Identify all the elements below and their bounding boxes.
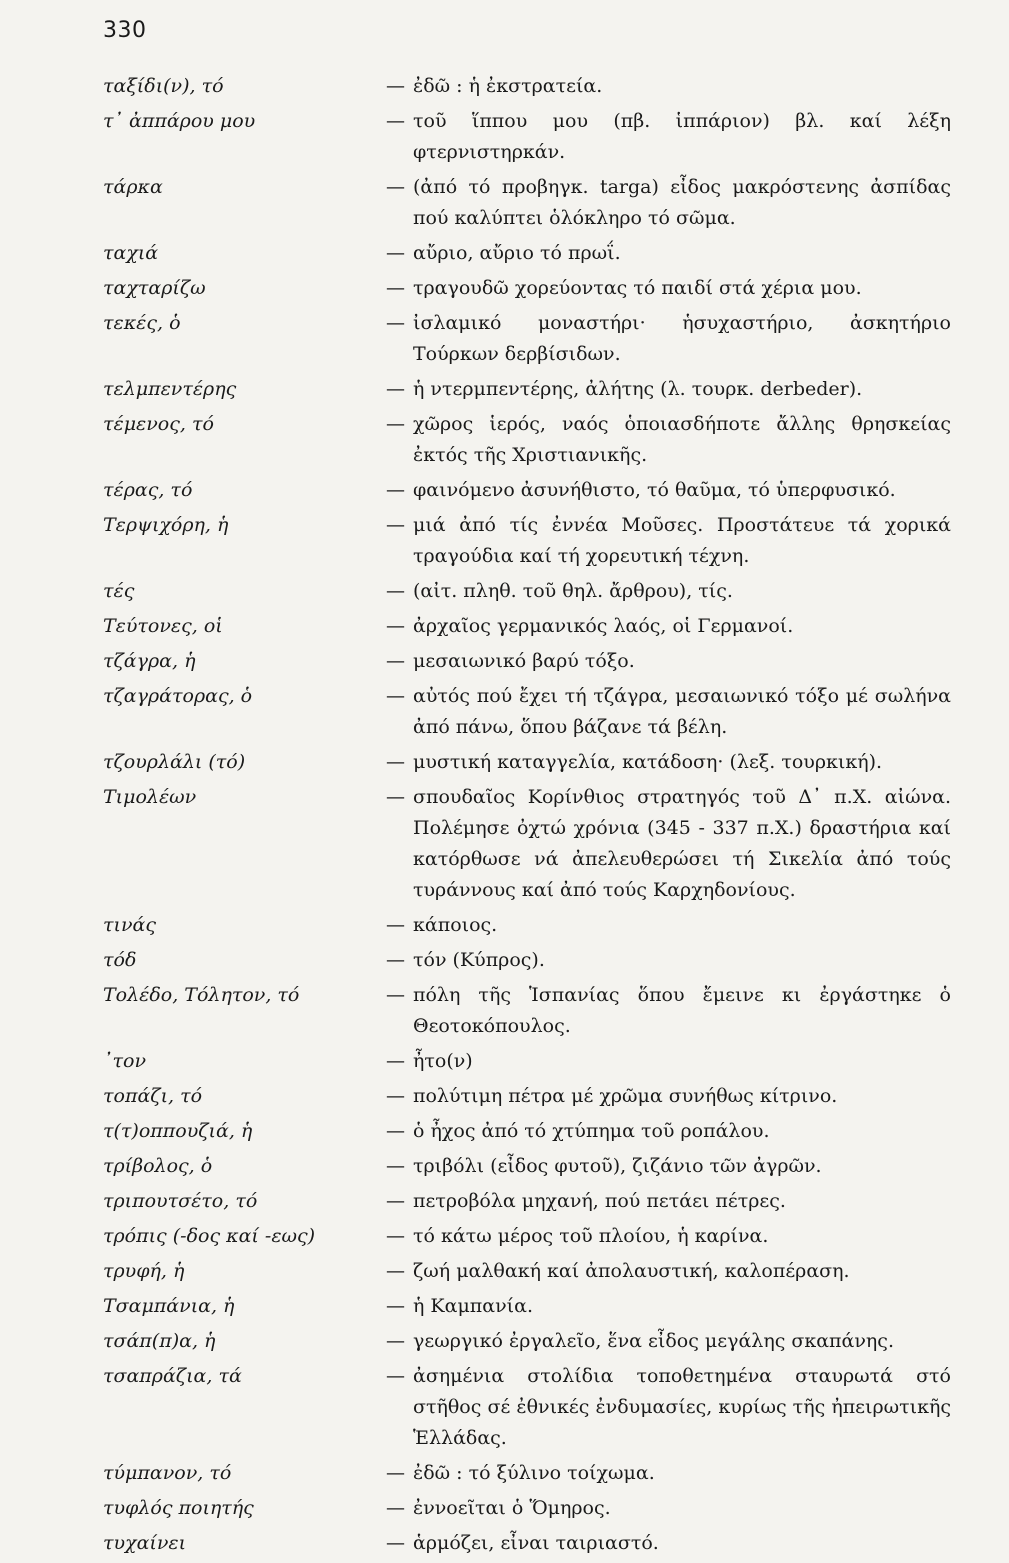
entry-term: τσάπ(π)α, ἡ <box>103 1330 216 1352</box>
entry-definition: ἦτο(ν) <box>413 1050 473 1072</box>
entry-dash: — <box>386 514 405 536</box>
entry-dash: — <box>386 914 405 936</box>
entry-definition: ἁρμόζει, εἶναι ταιριαστό. <box>413 1532 659 1554</box>
entry-dash: — <box>386 751 405 773</box>
entry-dash: — <box>386 984 405 1006</box>
glossary-entry <box>0 1046 1009 1077</box>
entry-dash: — <box>386 1225 405 1247</box>
entry-dash: — <box>386 1532 405 1554</box>
glossary-entry <box>0 308 1009 370</box>
entry-dash: — <box>386 615 405 637</box>
entry-definition: τριβόλι (εἶδος φυτοῦ), ζιζάνιο τῶν ἀγρῶν. <box>413 1155 822 1177</box>
glossary-entry <box>0 1256 1009 1287</box>
entry-term: Τιμολέων <box>103 786 197 808</box>
glossary-entry <box>0 1528 1009 1559</box>
entry-definition: τόν (Κύπρος). <box>413 949 545 971</box>
entry-dash: — <box>386 1295 405 1317</box>
entry-definition: πόλη τῆς Ἱσπανίας ὅπου ἔμεινε κι ἐργάστηκε ὁ Θεοτοκόπουλος. <box>413 984 951 1037</box>
glossary-entry <box>0 409 1009 471</box>
entry-definition: τραγουδῶ χορεύοντας τό παιδί στά χέρια μου. <box>413 277 862 299</box>
entry-dash: — <box>386 378 405 400</box>
entry-definition: τοῦ ἵππου μου (πβ. ἱππάριον) βλ. καί λέξη φτερνιστηρκάν. <box>413 110 951 163</box>
glossary-entry <box>0 980 1009 1042</box>
entry-dash: — <box>386 176 405 198</box>
entry-definition: ἀσημένια στολίδια τοποθετημένα σταυρωτά στό στῆθος σέ ἐθνικές ἐνδυμασίες, κυρίως τῆς ἠπειρωτικῆς Ἑλλάδας. <box>413 1365 951 1449</box>
entry-definition: ὁ ἦχος ἀπό τό χτύπημα τοῦ ροπάλου. <box>413 1120 770 1142</box>
glossary-entry <box>0 945 1009 976</box>
entry-dash: — <box>386 413 405 435</box>
glossary-entry <box>0 1493 1009 1524</box>
entry-definition: ἡ Καμπανία. <box>413 1295 533 1317</box>
entry-definition: πετροβόλα μηχανή, πού πετάει πέτρες. <box>413 1190 786 1212</box>
entry-dash: — <box>386 75 405 97</box>
entry-term: τρυφή, ἡ <box>103 1260 185 1282</box>
entry-term: τές <box>103 580 135 602</box>
entry-definition: ἀρχαῖος γερμανικός λαός, οἱ Γερμανοί. <box>413 615 794 637</box>
entry-term: τάρκα <box>103 176 163 198</box>
entry-term: τζουρλάλι (τό) <box>103 751 246 773</box>
entry-definition: μυστική καταγγελία, κατάδοση· (λεξ. τουρκική). <box>413 751 883 773</box>
entry-term: Τολέδο, Τόλητον, τό <box>103 984 300 1006</box>
entry-term: τριπουτσέτο, τό <box>103 1190 258 1212</box>
entry-dash: — <box>386 1497 405 1519</box>
glossary-entry <box>0 910 1009 941</box>
glossary-entry <box>0 782 1009 906</box>
entry-dash: — <box>386 1365 405 1387</box>
entry-term: τεκές, ὁ <box>103 312 181 334</box>
entry-term: τέρας, τό <box>103 479 193 501</box>
entry-dash: — <box>386 1120 405 1142</box>
glossary-entry <box>0 374 1009 405</box>
glossary-entry <box>0 1361 1009 1454</box>
entry-term: τόδ <box>103 949 137 971</box>
glossary-entry <box>0 611 1009 642</box>
entry-definition: φαινόμενο ἀσυνήθιστο, τό θαῦμα, τό ὑπερφυσικό. <box>413 479 896 501</box>
entry-term: ταχταρίζω <box>103 277 206 299</box>
entry-definition: ἐννοεῖται ὁ Ὅμηρος. <box>413 1497 611 1519</box>
entry-term: ταξίδι(ν), τό <box>103 75 224 97</box>
entry-dash: — <box>386 1330 405 1352</box>
entry-definition: χῶρος ἱερός, ναός ὁποιασδήποτε ἄλλης θρησκείας ἐκτός τῆς Χριστιανικῆς. <box>413 413 951 466</box>
glossary-entry <box>0 1081 1009 1112</box>
glossary-entry <box>0 238 1009 269</box>
entry-dash: — <box>386 786 405 808</box>
glossary-entry <box>0 1186 1009 1217</box>
entry-dash: — <box>386 580 405 602</box>
entry-definition: μιά ἀπό τίς ἐννέα Μοῦσες. Προστάτευε τά χορικά τραγούδια καί τή χορευτική τέχνη. <box>413 514 951 567</box>
entry-dash: — <box>386 312 405 334</box>
entry-definition: αὐτός πού ἔχει τή τζάγρα, μεσαιωνικό τόξο μέ σωλήνα ἀπό πάνω, ὅπου βάζανε τά βέλη. <box>413 685 951 738</box>
entry-dash: — <box>386 1050 405 1072</box>
entry-dash: — <box>386 685 405 707</box>
entry-definition: γεωργικό ἐργαλεῖο, ἕνα εἶδος μεγάλης σκαπάνης. <box>413 1330 894 1352</box>
entry-term: τελμπεντέρης <box>103 378 237 400</box>
entry-definition: (ἀπό τό προβηγκ. targa) εἶδος μακρόστενης ἀσπίδας πού καλύπτει ὁλόκληρο τό σῶμα. <box>413 176 951 229</box>
entry-dash: — <box>386 949 405 971</box>
glossary-entry <box>0 510 1009 572</box>
entry-term: τζάγρα, ἡ <box>103 650 196 672</box>
entry-definition: ζωή μαλθακή καί ἀπολαυστική, καλοπέραση. <box>413 1260 850 1282</box>
entry-term: τ᾽ ἀππάρου μου <box>103 110 256 132</box>
entry-dash: — <box>386 479 405 501</box>
entry-term: τρόπις (-δος καί -εως) <box>103 1225 316 1247</box>
entry-term: τυφλός ποιητής <box>103 1497 254 1519</box>
entry-term: τινάς <box>103 914 156 936</box>
entry-term: ταχιά <box>103 242 159 264</box>
entry-definition: ἐδῶ : τό ξύλινο τοίχωμα. <box>413 1462 655 1484</box>
entry-term: Τσαμπάνια, ἡ <box>103 1295 235 1317</box>
entry-definition: ἡ ντερμπεντέρης, ἀλήτης (λ. τουρκ. derbeder). <box>413 378 863 400</box>
entry-definition: ἰσλαμικό μοναστήρι· ἡσυχαστήριο, ἀσκητήριο Τούρκων δερβίσιδων. <box>413 312 951 365</box>
glossary-entry <box>0 681 1009 743</box>
glossary-entry <box>0 1291 1009 1322</box>
entry-dash: — <box>386 1260 405 1282</box>
glossary-entry <box>0 273 1009 304</box>
entry-definition: αὔριο, αὔριο τό πρωΐ. <box>413 242 621 264</box>
entry-definition: τό κάτω μέρος τοῦ πλοίου, ἡ καρίνα. <box>413 1225 769 1247</box>
glossary-entry <box>0 106 1009 168</box>
glossary-entry <box>0 747 1009 778</box>
entry-definition: σπουδαῖος Κορίνθιος στρατηγός τοῦ Δ᾽ π.Χ. αἰώνα. Πολέμησε ὀχτώ χρόνια (345 - 337 π.Χ.) δραστήρια καί κατόρθωσε νά ἀπελευθερώσει τή Σικελία ἀπό τούς τυράννους καί ἀπό τούς Καρχηδονίους. <box>413 786 951 901</box>
entry-dash: — <box>386 1190 405 1212</box>
glossary-entry <box>0 646 1009 677</box>
entry-definition: κάποιος. <box>413 914 498 936</box>
entry-definition: (αἰτ. πληθ. τοῦ θηλ. ἄρθρου), τίς. <box>413 580 733 602</box>
glossary-entry <box>0 71 1009 102</box>
glossary-entry <box>0 1116 1009 1147</box>
entry-definition: μεσαιωνικό βαρύ τόξο. <box>413 650 635 672</box>
glossary-entry <box>0 1151 1009 1182</box>
entry-term: Τερψιχόρη, ἡ <box>103 514 229 536</box>
entry-term: ᾽τον <box>103 1050 147 1072</box>
entry-dash: — <box>386 110 405 132</box>
entry-term: τύμπανον, τό <box>103 1462 232 1484</box>
glossary-entry <box>0 1221 1009 1252</box>
entry-term: Τεύτονες, οἱ <box>103 615 223 637</box>
entry-term: τ(τ)οππουζιά, ἡ <box>103 1120 253 1142</box>
entry-dash: — <box>386 1462 405 1484</box>
glossary-entry <box>0 1458 1009 1489</box>
page-number: 330 <box>103 18 147 43</box>
entry-term: τυχαίνει <box>103 1532 187 1554</box>
entry-definition: πολύτιμη πέτρα μέ χρῶμα συνήθως κίτρινο. <box>413 1085 838 1107</box>
glossary-entry <box>0 172 1009 234</box>
glossary-entry <box>0 1326 1009 1357</box>
entry-dash: — <box>386 277 405 299</box>
entry-term: τσαπράζια, τά <box>103 1365 242 1387</box>
entry-definition: ἐδῶ : ἡ ἐκστρατεία. <box>413 75 603 97</box>
entry-term: τέμενος, τό <box>103 413 214 435</box>
entry-dash: — <box>386 1085 405 1107</box>
entry-dash: — <box>386 242 405 264</box>
entry-term: τρίβολος, ὁ <box>103 1155 213 1177</box>
entry-term: τοπάζι, τό <box>103 1085 203 1107</box>
entry-dash: — <box>386 650 405 672</box>
glossary-list <box>0 71 1009 1563</box>
glossary-entry <box>0 576 1009 607</box>
entry-dash: — <box>386 1155 405 1177</box>
entry-term: τζαγράτορας, ὁ <box>103 685 253 707</box>
glossary-entry <box>0 475 1009 506</box>
